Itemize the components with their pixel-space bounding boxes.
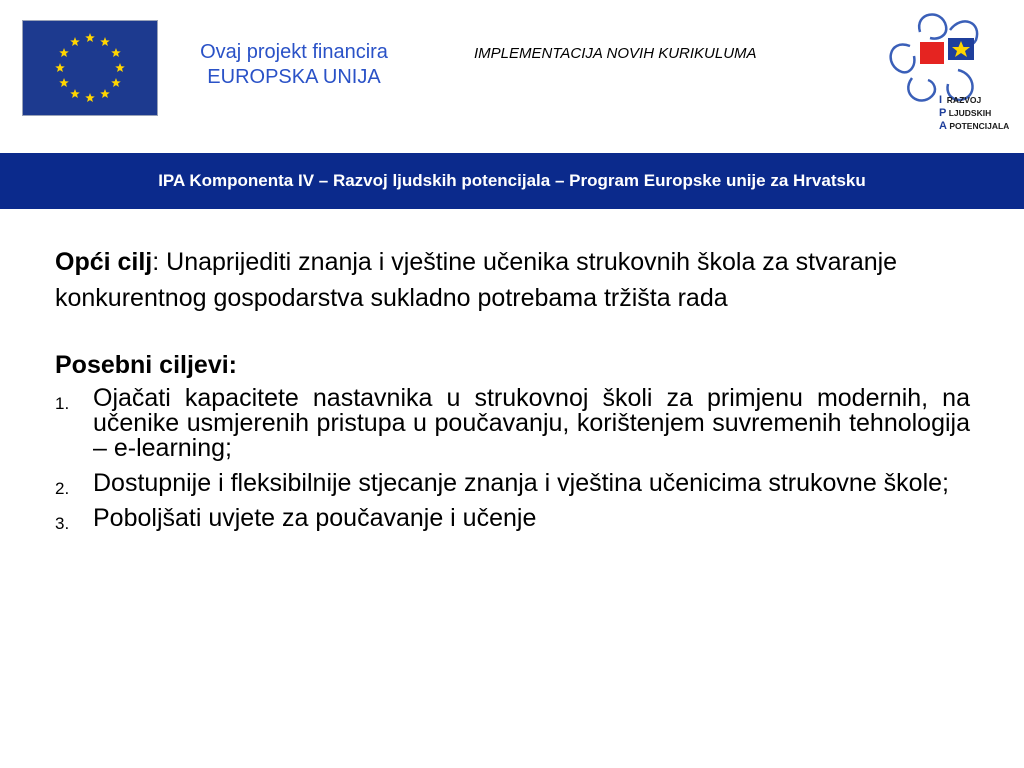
ipa-logo-text [939,94,1009,133]
slide-content [55,244,970,541]
banner-text: IPA Komponenta IV – Razvoj ljudskih potencijala – Program Europske unije za Hrvatsku [158,171,866,190]
funding-statement [158,40,430,90]
list-item-number: 2. [55,479,70,498]
ipa-letter-p: P [939,107,947,119]
eu-star-icon [70,89,80,98]
ipa-letter-i: I [939,94,943,106]
list-item [55,471,970,496]
funding-line-1: Ovaj projekt financira [200,41,388,63]
ipa-letter-a: A [939,120,947,132]
eu-star-icon [55,63,65,72]
specific-objectives-list [55,386,970,531]
list-item [55,506,970,531]
project-title: IMPLEMENTACIJA NOVIH KURIKULUMA [474,45,757,62]
eu-star-icon [115,63,125,72]
eu-star-icon [111,48,121,57]
list-item-text: Ojačati kapacitete nastavnika u strukovnoj školi za primjenu modernih, na učenike usmjerenih pristupa u poučavanju, korištenjem suvremenih tehnologija – e-learning; [93,384,970,462]
ipa-word-1: RAZVOJ [946,95,982,105]
eu-star-icon [111,78,121,87]
eu-flag-icon [22,20,158,116]
ipa-word-3: POTENCIJALA [949,121,1010,131]
eu-star-icon [59,78,69,87]
list-item-text: Dostupnije i fleksibilnije stjecanje znanja i vještina učenicima strukovne škole; [93,469,949,497]
eu-star-icon [100,89,110,98]
list-item [55,386,970,461]
general-objective-text: : Unaprijediti znanja i vještine učenika strukovnih škola za stvaranje konkurentnog gospodarstva sukladno potrebama tržišta rada [55,248,898,312]
list-item-number: 1. [55,394,70,413]
program-banner [0,153,1024,209]
eu-star-icon [100,37,110,46]
list-item-text: Poboljšati uvjete za poučavanje i učenje [93,504,537,532]
eu-star-icon [85,33,95,42]
list-item-number: 3. [55,514,70,533]
general-objective [55,244,935,316]
ipa-word-2: LJUDSKIH [948,108,992,118]
eu-star-icon [59,48,69,57]
eu-star-icon [70,37,80,46]
specific-objectives-heading: Posebni ciljevi: [55,351,238,379]
funding-line-2: EUROPSKA UNIJA [207,66,381,88]
general-objective-label: Opći cilj [55,248,153,276]
eu-star-icon [85,93,95,102]
